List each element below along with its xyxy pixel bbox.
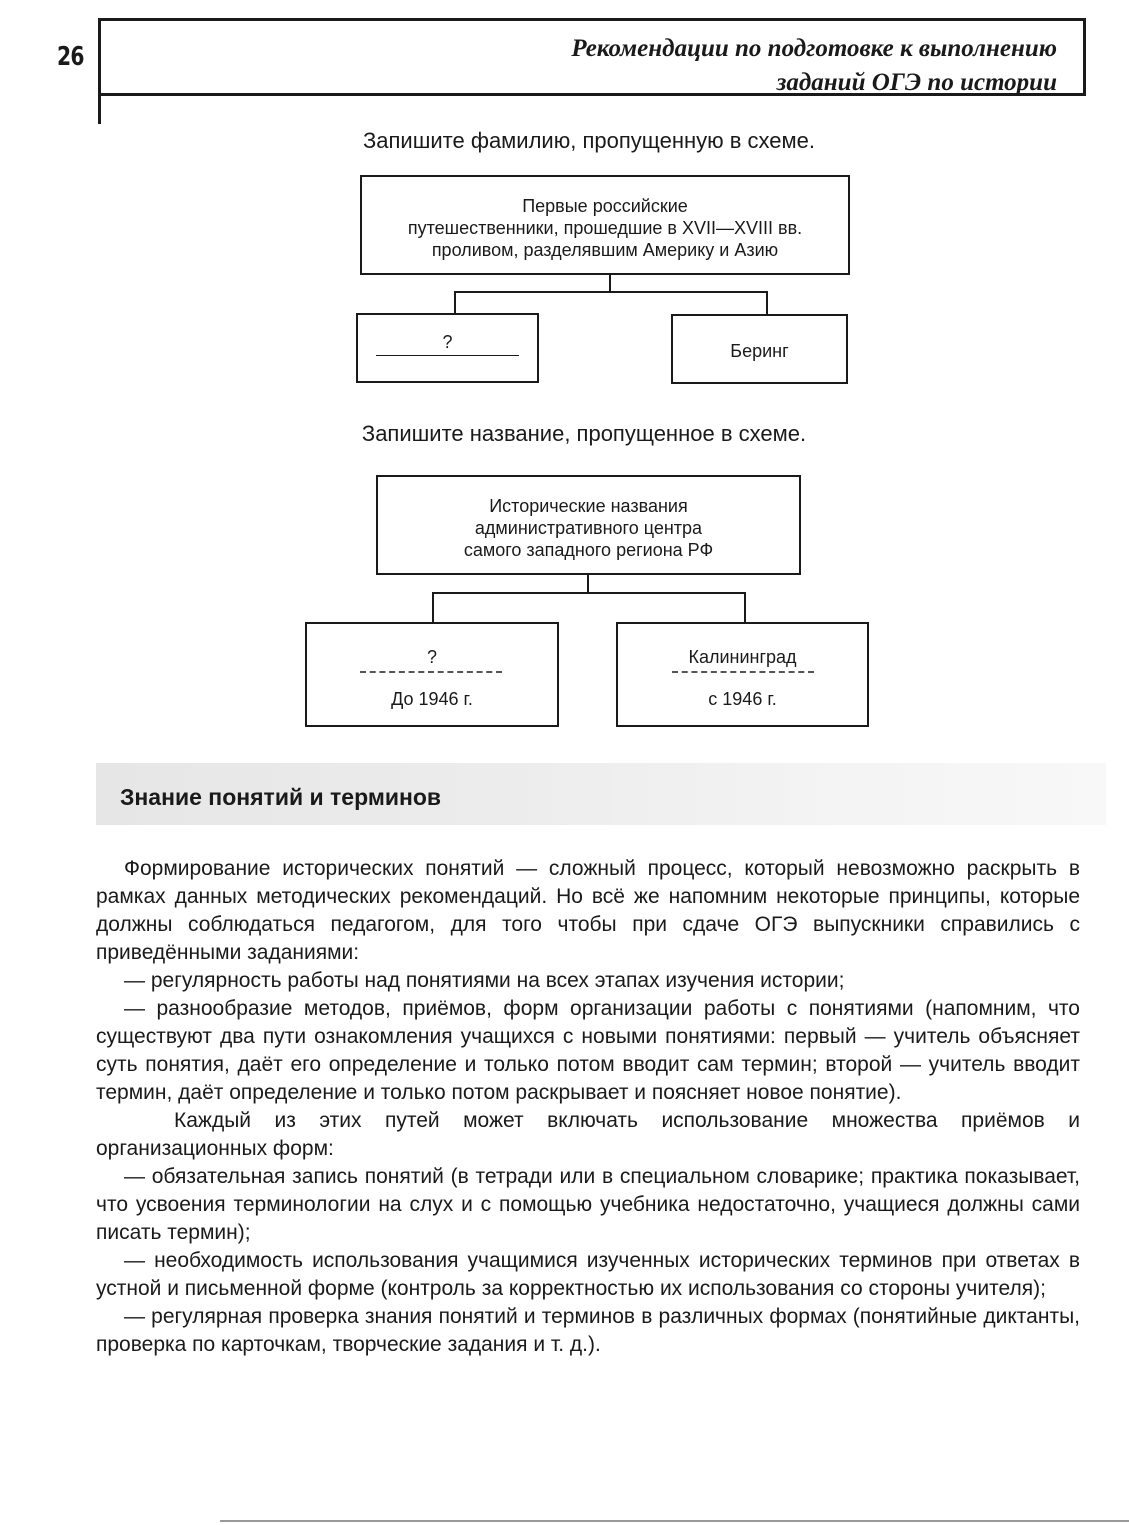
paragraph-4: Каждый из этих путей может включать использование множества приёмов и организационных форм: [96, 1109, 1080, 1160]
scheme1-connector-left [454, 291, 456, 314]
scheme2-left-divider [360, 671, 502, 673]
running-header [98, 18, 1086, 96]
paragraph-5: — обязательная запись понятий (в тетради или в специальном словарике; практика показывает, что усвоения терминологии на слух и с помощью учебника недостаточно, учащиеся должны сами писать термин); [96, 1165, 1080, 1244]
scheme1-left-box [356, 313, 539, 383]
scheme1-answer-blank [376, 355, 519, 356]
scheme2-right-divider [672, 671, 814, 673]
paragraph-6: — необходимость использования учащимися изученных исторических терминов при ответах в устной и письменной форме (контроль за корректностью их использования со стороны учителя); [96, 1249, 1080, 1300]
scheme1-right-box [671, 314, 848, 384]
scheme2-right-period: с 1946 г. [708, 689, 777, 709]
paragraph-3: — разнообразие методов, приёмов, форм организации работы с понятиями (напомним, что существуют два пути ознакомления учащихся с новыми понятиями: первый — учитель объясняет суть понятия, даёт его определение и только потом вводит сам термин; второй — учитель вводит термин, даёт определение и только потом раскрывает и поясняет новое понятие). [96, 997, 1080, 1104]
scheme2-top-box [376, 475, 801, 575]
scheme2-right-box [616, 622, 869, 727]
paragraph-2: — регулярность работы над понятиями на всех этапах изучения истории; [124, 969, 845, 992]
scheme1-top-line-2: путешественники, прошедшие в XVII—XVIII вв. [407, 218, 803, 238]
scheme2-connector-stem [587, 575, 589, 593]
scheme1-instruction: Запишите фамилию, пропущенную в схеме. [363, 128, 815, 153]
footer-rule [220, 1520, 1129, 1522]
header-divider [98, 96, 101, 124]
page-number: 26 [57, 42, 84, 72]
scheme1-connector-stem [609, 275, 611, 292]
scheme1-right-label: Беринг [730, 341, 789, 361]
scheme2-left-box [305, 622, 559, 727]
scheme1-connector-bar [454, 291, 768, 293]
running-header-line-2: заданий ОГЭ по истории [776, 69, 1057, 96]
scheme1-top-line-1: Первые российские [522, 196, 688, 216]
scheme1-connector-right [766, 291, 768, 315]
scheme1-top-box [360, 175, 850, 275]
section-heading: Знание понятий и терминов [120, 784, 442, 810]
paragraph-7: — регулярная проверка знания понятий и терминов в различных формах (понятийные диктанты, проверка по карточкам, творческие задания и т. д.). [96, 1305, 1080, 1356]
scheme2-left-period: До 1946 г. [391, 689, 473, 709]
scheme2-left-name: ? [426, 647, 437, 667]
scheme2-connector-left [432, 592, 434, 623]
running-header-line-1: Рекомендации по подготовке к выполнению [571, 35, 1057, 62]
scheme2-instruction: Запишите название, пропущенное в схеме. [361, 421, 807, 446]
body-text [96, 855, 1080, 1359]
scheme2-top-line-3: самого западного региона РФ [463, 540, 714, 560]
paragraph-1: Формирование исторических понятий — сложный процесс, который невозможно раскрыть в рамках данных методических рекомендаций. Но всё же напомним некоторые принципы, которые должны соблюдаться педагогом, для того чтобы при сдаче ОГЭ выпускники справились с приведёнными заданиями: [96, 857, 1080, 964]
scheme2-right-name: Калининград [688, 647, 797, 667]
scheme1-top-line-3: проливом, разделявшим Америку и Азию [431, 240, 779, 260]
scheme1-left-label: ? [442, 332, 453, 352]
scheme2-connector-bar [432, 592, 746, 594]
scheme2-top-line-2: административного центра [474, 518, 703, 538]
scheme2-top-line-1: Исторические названия [489, 496, 688, 516]
scheme2-connector-right [744, 592, 746, 623]
